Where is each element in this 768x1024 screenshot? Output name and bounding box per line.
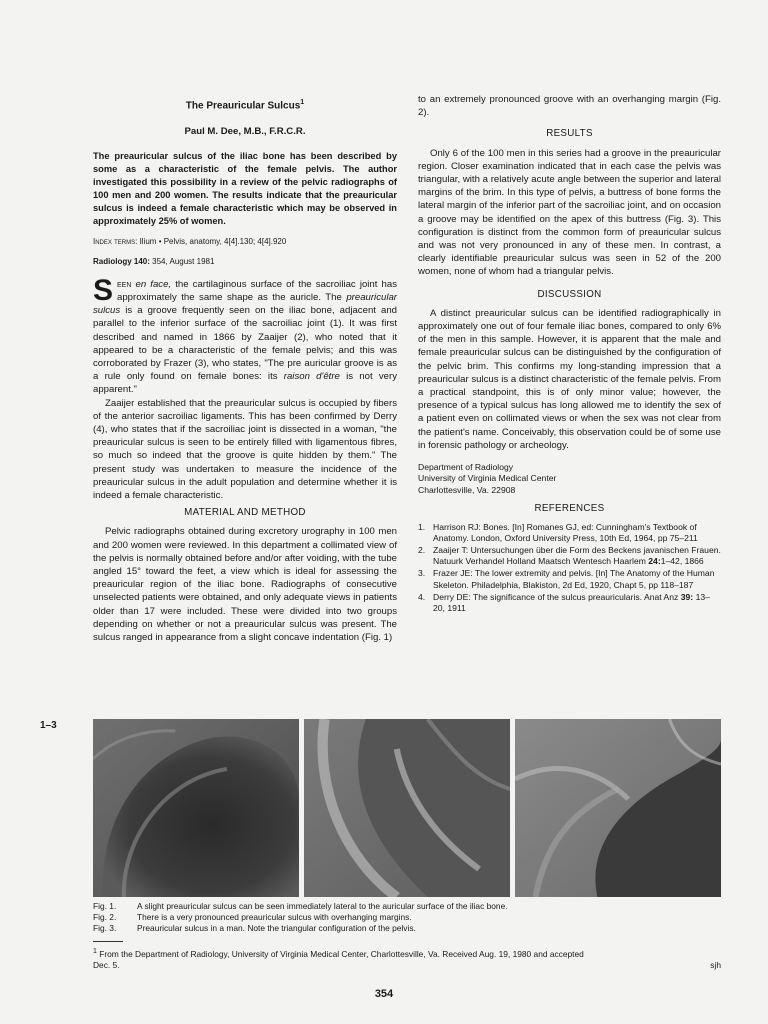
reference-item xyxy=(418,592,721,614)
reference-item xyxy=(418,545,721,567)
method-paragraph: Pelvic radiographs obtained during excretory urography in 100 men and 200 women were reviewed. In this department a collimated view of the pelvis is normally obtained before and/or after voiding, with the tube angled 15° toward the feet, a view which is ideal for assessing the preauricular region of the iliac bone. Radiographs of consecutive unselected patients were obtained, and only adequate views in patients older than 17 were included. These were divided into two groups depending on whether or not a preauricular sulcus was present. The sulcus ranged in appearance from a slight concave indentation (Fig. 1) xyxy=(93,526,397,644)
intro-paragraph-2: Zaaijer established that the preauricular sulcus is occupied by fibers of the anterior sacroiliac ligaments. This has been confirmed by Derry (4), who states that if the sacroiliac joint is dissected in a woman, "the preauricular sulcus is seen to be entirely filled with ligamentous fibres, so much so indeed that the groove is quite hidden by them." The present study was undertaken to measure the incidence of the preauricular sulcus in the adult population and determine whether it is indeed a female characteristic. xyxy=(93,397,397,501)
caption-row xyxy=(93,912,721,923)
reference-list xyxy=(418,522,721,615)
reference-text xyxy=(433,545,721,567)
figure-strip xyxy=(93,719,721,897)
reference-text: Harrison RJ: Bones. [In] Romanes GJ, ed: Cunningham's Textbook of Anatomy. London, Oxford University Press, 10th Ed, 1964, pp 75–211 xyxy=(433,521,698,543)
citation-text: 354, August 1981 xyxy=(152,256,215,266)
affiliation xyxy=(418,462,721,496)
affiliation-line: University of Virginia Medical Center xyxy=(418,473,557,484)
caption-label: Fig. 2. xyxy=(93,912,117,922)
caption-text: Preauricular sulcus in a man. Note the triangular configuration of the pelvis. xyxy=(137,923,416,933)
abstract: The preauricular sulcus of the iliac bone has been described by some as a characteristic of the female pelvis. The author investigated this possibility in a review of the pelvic radiographs of 100 men and 200 women. The results indicate that the preauricular sulcus is indeed a female characteristic which may be observed in approximately 25% of women. xyxy=(93,150,397,226)
method-heading: MATERIAL AND METHOD xyxy=(184,507,306,519)
drop-cap: S xyxy=(93,273,114,307)
page-number: 354 xyxy=(374,988,394,1000)
reference-number: 1. xyxy=(418,521,426,532)
figure-3-radiograph xyxy=(515,719,721,897)
caption-row xyxy=(93,923,721,934)
footnote xyxy=(93,946,721,971)
reference-pages: 1–42, 1866 xyxy=(660,556,704,567)
author-line: Paul M. Dee, M.B., F.R.C.R. xyxy=(184,125,306,137)
results-heading: RESULTS xyxy=(546,128,593,140)
footnote-text-end: Dec. 5. xyxy=(93,959,120,970)
reference-number: 4. xyxy=(418,591,426,602)
footnote-rule xyxy=(93,941,123,942)
intro-text-c: is not very apparent." xyxy=(93,371,397,396)
reference-body: Zaaijer T: Untersuchungen über die Form des Beckens javanischen Frauen. Natuurk Verhandel Holland Maatsch Wentesch Haarlem xyxy=(433,544,721,567)
reference-item xyxy=(418,568,721,590)
reference-text xyxy=(433,592,721,614)
caption-text: There is a very pronounced preauricular sulcus with overhanging margins. xyxy=(137,912,412,922)
references-heading: REFERENCES xyxy=(534,503,605,515)
figure-captions xyxy=(93,901,721,934)
discussion-paragraph: A distinct preauricular sulcus can be identified radiographically in approximately one out of four female iliac bones, compared to only 6% of the men in this sample. However, it is apparent that the male and female preauricular sulcus can be distinguished by the configuration of the pelvic brim. This confirms my long-standing impression that a preauricular sulcus is a distinct characteristic of the female pelvis. From a practical standpoint, this is of only minor value; however, the presence of a typical sulcus has long allowed me to identify the sex of a patient even on collimated views or when the sex was not clear from the patient's name. Conceivably, this observation could be of some use in forensic pathology or archeology. xyxy=(418,307,721,451)
intro-italic-3: raison d'être xyxy=(283,371,340,383)
discussion-heading: DISCUSSION xyxy=(537,288,602,300)
article-title xyxy=(93,96,397,113)
caption-label: Fig. 3. xyxy=(93,923,117,933)
footnote-initials: sjh xyxy=(710,959,721,970)
figure-2-radiograph xyxy=(304,719,510,897)
footnote-line-2 xyxy=(93,960,721,971)
caption-label: Fig. 1. xyxy=(93,901,117,911)
citation-label: Radiology 140: xyxy=(93,256,150,266)
reference-text: Frazer JE: The lower extremity and pelvis. [In] The Anatomy of the Human Skeleton. Philadelphia, Blakiston, 2d Ed, 1920, Chapt 5, pp 118–187 xyxy=(433,568,715,590)
reference-number: 3. xyxy=(418,568,426,579)
affiliation-line: Charlottesville, Va. 22908 xyxy=(418,484,516,495)
intro-text-a: the cartilaginous surface of the sacroiliac joint has approximately the same shape as the auricle. The xyxy=(117,278,397,303)
reference-body: Derry DE: The significance of the sulcus preauricularis. Anat Anz xyxy=(433,591,679,602)
method-paragraph-continued: to an extremely pronounced groove with an overhanging margin (Fig. 2). xyxy=(418,94,721,119)
figure-group-label: 1–3 xyxy=(40,720,57,731)
footnote-marker: 1 xyxy=(93,948,97,955)
left-column xyxy=(93,93,397,644)
reference-pages: 13–20, 1911 xyxy=(433,591,710,613)
intro-italic-1: en face, xyxy=(135,278,172,290)
title-footnote-marker: 1 xyxy=(300,99,305,106)
reference-number: 2. xyxy=(418,544,426,555)
intro-italic-2: preauricular sulcus xyxy=(93,291,397,317)
results-paragraph: Only 6 of the 100 men in this series had a groove in the preauricular region. Closer examination indicated that in each case the pelvis was triangular, with a relatively acute angle between the superior and lateral margins of the brim. In this type of pelvis, a buttress of bone forms the lateral margin of the inferior part of the sacroiliac joint, and on occasion a groove may be identified on the apex of this buttress (Fig. 3). This configuration is distinct from the common form of preauricular sulcus and was not very pronounced in any of these men. In contrast, a clearly identifiable preauricular sulcus was seen in 52 of the 200 women, none of whom had a triangular pelvis. xyxy=(418,147,721,278)
footnote-line-1 xyxy=(93,946,721,960)
intro-text-b: is a groove frequently seen on the iliac bone, adjacent and parallel to the inferior surface of the sacroiliac joint (1). It was first described and named in 1866 by Zaaijer (2), who noted that it appeared to be a characteristic of the female pelvis; and this was corroborated by Frazer (3), who states, "The pre auricular groove is as a rule only found on female bones: its xyxy=(93,305,397,383)
reference-volume: 24: xyxy=(648,556,661,567)
index-terms-text: Ilium • Pelvis, anatomy, 4[4].130; 4[4].920 xyxy=(139,236,287,246)
figure-1-radiograph xyxy=(93,719,299,897)
right-column xyxy=(418,93,721,615)
caption-row xyxy=(93,901,721,912)
title-text: The Preauricular Sulcus xyxy=(185,100,301,112)
intro-paragraph-1 xyxy=(93,273,397,397)
reference-volume: 39: xyxy=(680,591,694,602)
reference-item xyxy=(418,522,721,544)
index-terms-label: Index terms: xyxy=(93,236,138,246)
footnote-text: From the Department of Radiology, University of Virginia Medical Center, Charlottesville, Va. Received Aug. 19, 1980 and accepted xyxy=(99,948,584,959)
citation xyxy=(93,256,397,268)
index-terms xyxy=(93,236,397,248)
intro-lead: een xyxy=(117,278,136,290)
affiliation-line: Department of Radiology xyxy=(418,462,514,473)
caption-text: A slight preauricular sulcus can be seen immediately lateral to the auricular surface of the iliac bone. xyxy=(137,901,508,911)
